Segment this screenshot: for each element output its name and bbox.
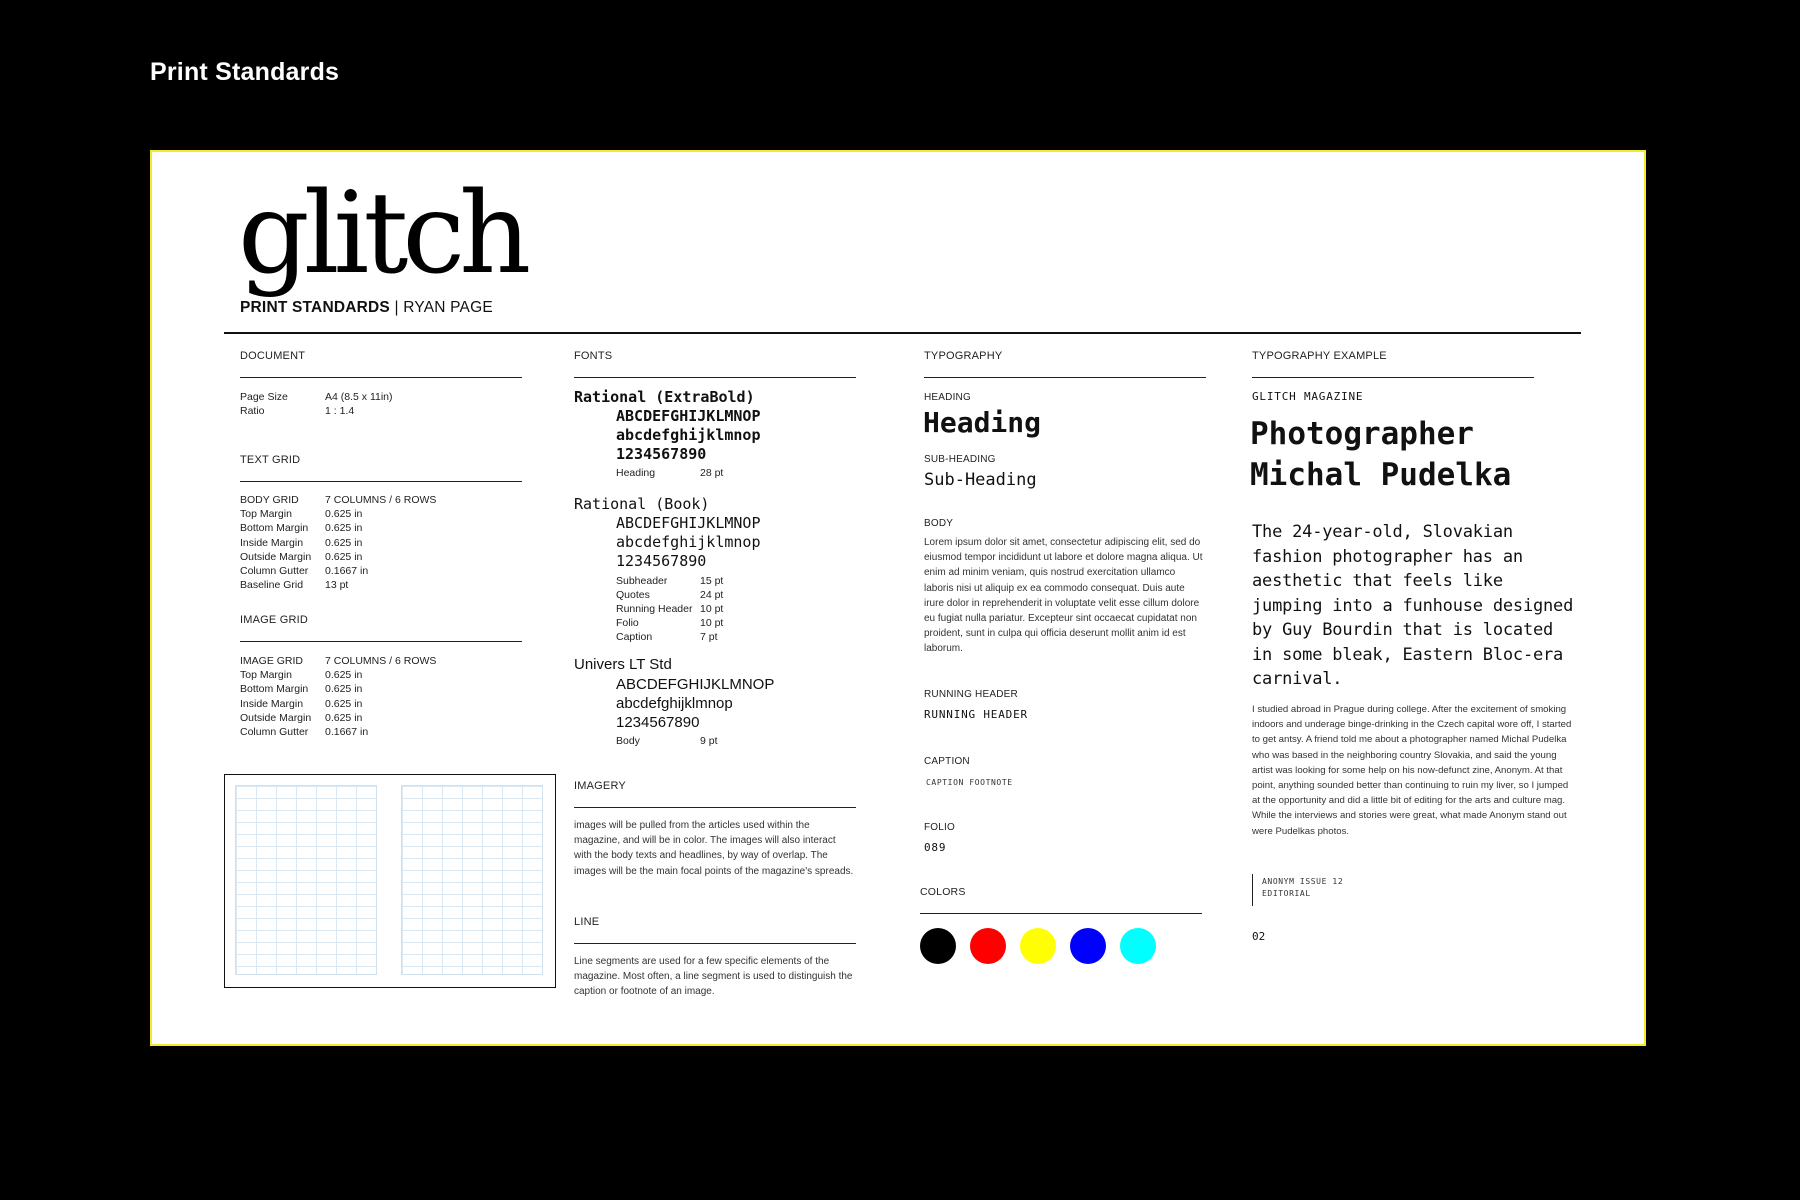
example-caption-line	[1252, 874, 1253, 906]
page-title: Print Standards	[150, 58, 340, 86]
line-rule	[574, 943, 856, 944]
line-label: LINE	[574, 916, 600, 928]
font-rational-book-sizes: Subheader 15 pt Quotes 24 pt Running Header 10 pt Folio 10 pt Caption 7 pt	[616, 575, 724, 643]
example-body: I studied abroad in Prague during college. After the excitement of smoking indoors and underage binge-drinking in the Czech capital wore off, I started to get antsy. A friend told me about a photographer named Michal Pudelka who was based in the neighboring country Slovakia, and said the young artist was looking for some help on his now-defunct zine, Anonym. At that point, anything sounded better than continuing to ruin my liver, so I jumped at the opportunity and did a little bit of editing for the arts and culture mag. While the interviews and stories were great, what made Anonym stand out were Pudelkas photos.	[1252, 704, 1572, 837]
example-quote: The 24-year-old, Slovakian fashion photographer has an aesthetic that feels like jumping into a funhouse designed by Guy Bourdin that is located in some bleak, Eastern Bloc-era carnival.	[1252, 522, 1574, 689]
image-grid-specs	[240, 654, 436, 739]
running-header-sample: RUNNING HEADER	[924, 708, 1028, 721]
body-sample: Lorem ipsum dolor sit amet, consectetur adipiscing elit, sed do eiusmod tempor incididunt ut labore et dolore magna aliqua. Ut enim ad minim veniam, quis nostrud exercitation ullamco laboris nisi ut aliquip ex ea commodo consequat. Duis aute irure dolor in reprehenderit in voluptate velit esse cillum dolore eu fugiat nulla pariatur. Excepteur sint occaecat cupidatat non proident, sunt in culpa qui officia deserunt mollit anim id est laborum.	[924, 537, 1203, 655]
colors-label: COLORS	[920, 886, 966, 898]
spread-grid-preview	[224, 774, 556, 988]
font-rational-book-glyphs: ABCDEFGHIJKLMNOP abcdefghijklmnop 1234567890	[616, 514, 761, 570]
example-running-header: GLITCH MAGAZINE	[1252, 390, 1364, 403]
logo-subtitle-bold: PRINT STANDARDS	[240, 299, 390, 316]
text-grid-rule	[240, 481, 522, 482]
subheading-label: SUB-HEADING	[924, 454, 996, 465]
example-folio: 02	[1252, 930, 1266, 943]
spec-row: Inside Margin 0.625 in	[240, 536, 363, 549]
spec-row: Ratio 1 : 1.4	[240, 405, 355, 418]
spec-row: Top Margin 0.625 in	[240, 508, 363, 521]
spec-row: Bottom Margin 0.625 in	[240, 522, 363, 535]
spec-row: Column Gutter 0.1667 in	[240, 565, 369, 578]
example-caption: ANONYM ISSUE 12 EDITORIAL	[1262, 877, 1344, 898]
spec-row: Column Gutter 0.1667 in	[240, 726, 369, 739]
spec-row: Page Size A4 (8.5 x 11in)	[240, 391, 393, 403]
image-grid-label: IMAGE GRID	[240, 614, 309, 626]
fonts-label: FONTS	[574, 350, 613, 362]
color-swatches	[920, 928, 1156, 964]
font-rational-bold-sizes: Heading 28 pt	[616, 467, 724, 479]
font-univers-glyphs: ABCDEFGHIJKLMNOP abcdefghijklmnop 1234567890	[616, 676, 775, 731]
body-label: BODY	[924, 518, 954, 529]
top-divider	[224, 332, 1581, 334]
color-swatch-red	[970, 928, 1006, 964]
spec-row: Top Margin 0.625 in	[240, 669, 363, 682]
font-univers-sizes: Body 9 pt	[616, 735, 718, 747]
font-univers-name: Univers LT Std	[574, 656, 672, 673]
spec-row: Outside Margin 0.625 in	[240, 550, 363, 563]
text-grid-label: TEXT GRID	[240, 454, 301, 466]
running-header-label: RUNNING HEADER	[924, 689, 1018, 700]
example-rule	[1252, 377, 1534, 378]
typography-label: TYPOGRAPHY	[924, 350, 1003, 362]
caption-sample: CAPTION FOOTNOTE	[926, 778, 1013, 787]
spec-row: Outside Margin 0.625 in	[240, 711, 363, 724]
document-label: DOCUMENT	[240, 350, 306, 362]
imagery-rule	[574, 807, 856, 808]
heading-sample: Heading	[923, 406, 1042, 439]
document-specs	[240, 390, 393, 418]
caption-label: CAPTION	[924, 756, 970, 767]
folio-label: FOLIO	[924, 822, 956, 833]
typography-rule	[924, 377, 1206, 378]
spec-row: Baseline Grid 13 pt	[240, 579, 349, 592]
fonts-rule	[574, 377, 856, 378]
logo-subtitle	[240, 299, 493, 317]
glitch-logo: glitch	[238, 169, 526, 299]
font-rational-book-name: Rational (Book)	[574, 495, 710, 513]
color-swatch-yellow	[1020, 928, 1056, 964]
spec-row: Inside Margin 0.625 in	[240, 697, 363, 710]
logo-subtitle-author: | RYAN PAGE	[394, 299, 493, 316]
spec-row: IMAGE GRID 7 COLUMNS / 6 ROWS	[240, 655, 437, 667]
font-rational-bold-name: Rational (ExtraBold)	[574, 388, 755, 406]
subheading-sample: Sub-Heading	[924, 470, 1037, 490]
line-text: Line segments are used for a few specific elements of the magazine. Most often, a line segment is used to distinguish the caption or footnote of an image.	[574, 956, 853, 998]
grid-page-right	[401, 785, 543, 975]
example-headline: Photographer Michal Pudelka	[1250, 416, 1512, 493]
imagery-text: images will be pulled from the articles used within the magazine, and will be in color. The images will also interact with the body texts and headlines, by way of overlap. The images will be the main focal points of the magazine's spreads.	[574, 820, 854, 877]
image-grid-rule	[240, 641, 522, 642]
color-swatch-blue	[1070, 928, 1106, 964]
folio-sample: 089	[924, 841, 947, 854]
print-standards-sheet	[150, 150, 1646, 1046]
spec-row: BODY GRID 7 COLUMNS / 6 ROWS	[240, 494, 437, 506]
colors-rule	[920, 913, 1202, 914]
example-label: TYPOGRAPHY EXAMPLE	[1252, 350, 1387, 362]
font-rational-bold-glyphs: ABCDEFGHIJKLMNOP abcdefghijklmnop 1234567890	[616, 407, 761, 463]
text-grid-specs	[240, 493, 436, 592]
document-rule	[240, 377, 522, 378]
spec-row: Bottom Margin 0.625 in	[240, 683, 363, 696]
heading-label: HEADING	[924, 392, 971, 403]
color-swatch-cyan	[1120, 928, 1156, 964]
color-swatch-black	[920, 928, 956, 964]
imagery-label: IMAGERY	[574, 780, 626, 792]
grid-page-left	[235, 785, 377, 975]
